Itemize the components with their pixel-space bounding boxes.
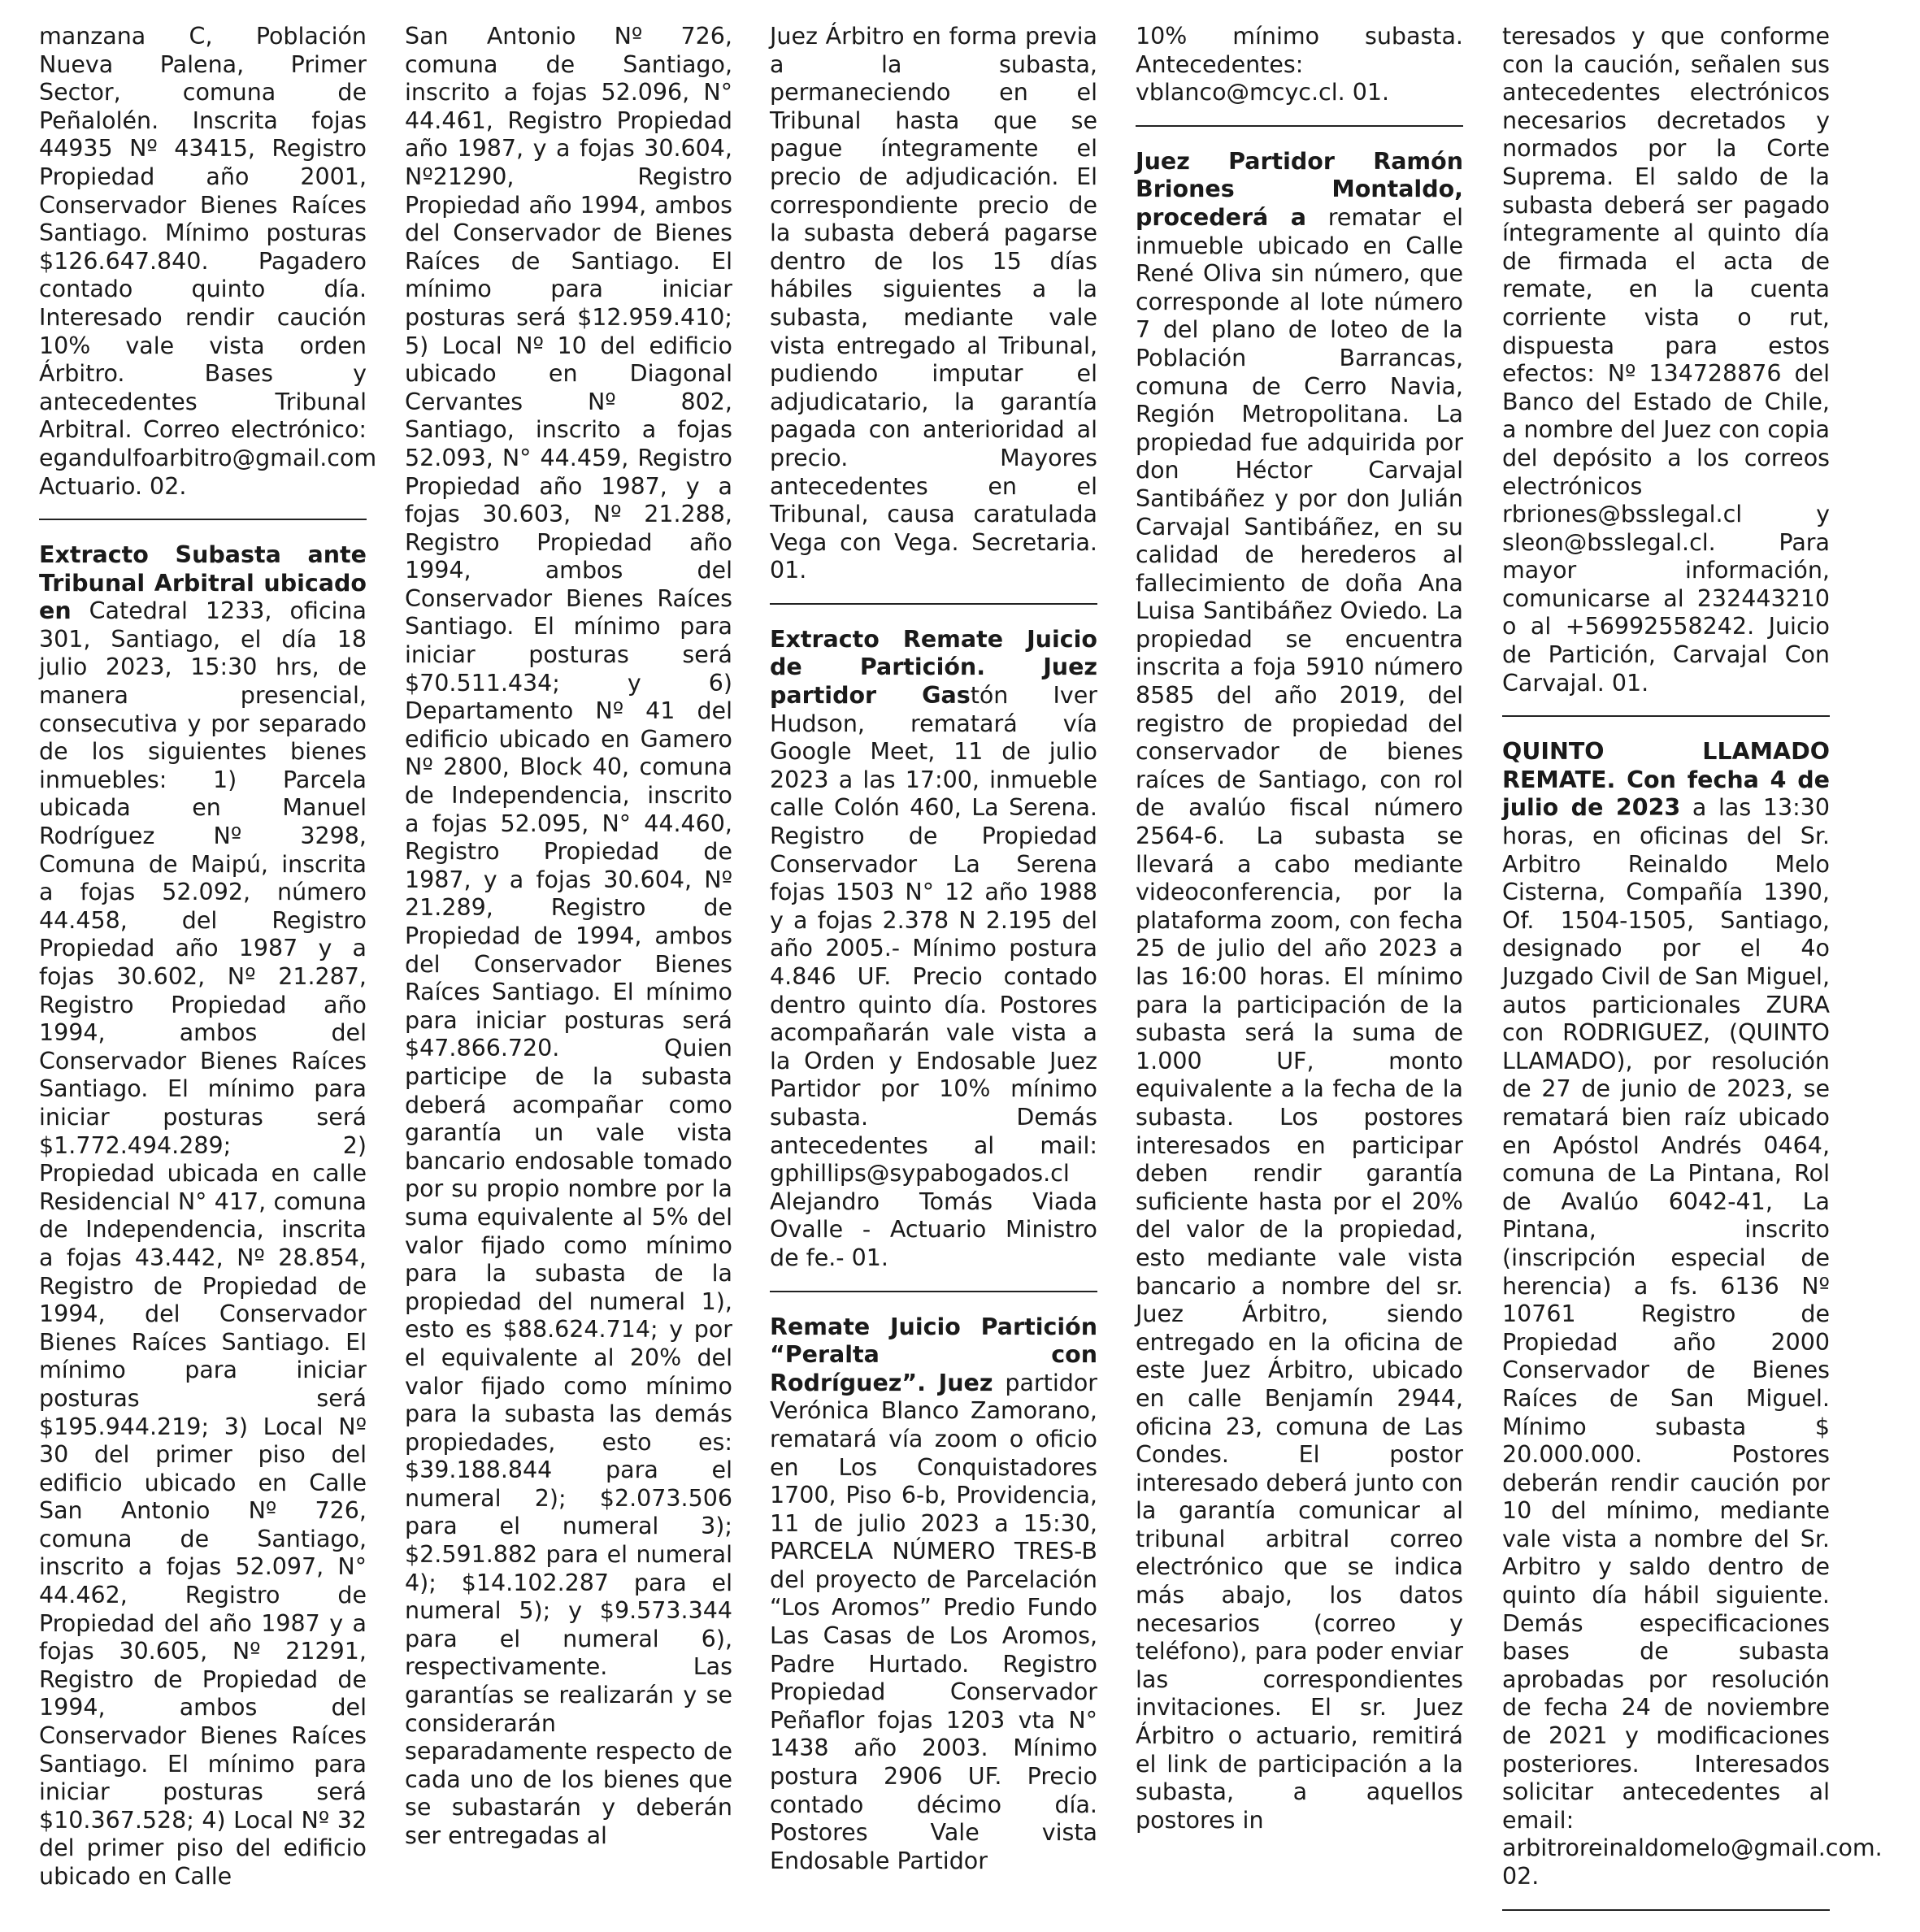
notice-body: manzana C, Población Nueva Palena, Primer Sector, comuna de Peñalolén. Inscrita fojas 44935 Nº 43415, Registro Propiedad año 2001, Conservador Bienes Raíces Santiago. Mínimo posturas $126.647.840. Pagadero contado quinto día. Interesado rendir caución 10% vale vista orden Árbitro. Bases y antecedentes Tribunal Arbitral. Correo electrónico: egandulfoarbitro@gmail.com Actuario. 02. — [39, 23, 377, 500]
column-1 — [39, 23, 377, 1891]
notice-6 — [1502, 738, 1883, 1891]
notice-2 — [39, 541, 367, 1891]
notice-2-end — [770, 23, 1097, 585]
notice-divider — [1502, 715, 1830, 717]
notice-body: San Antonio Nº 726, comuna de Santiago, inscrito a fojas 52.096, N° 44.461, Registro Propiedad año 1987, y a fojas 30.604, Nº21290, Registro Propiedad año 1994, ambos del Conservador de Bienes Raíces de Santiago. El mínimo para iniciar posturas será $12.959.410; 5) Local Nº 10 del edificio ubicado en Diagonal Cervantes Nº 802, Santiago, inscrito a fojas 52.093, N° 44.459, Registro Propiedad año 1987, y a fojas 30.603, Nº 21.288, Registro Propiedad año 1994, ambos del Conservador Bienes Raíces Santiago. El mínimo para iniciar posturas será $70.511.434; y 6) Departamento Nº 41 del edificio ubicado en Gamero Nº 2800, Block 40, comuna de Independencia, inscrito a fojas 52.095, N° 44.460, Registro Propiedad de 1987, y a fojas 30.604, Nº 21.289, Registro de Propiedad de 1994, ambos del Conservador Bienes Raíces Santiago. El mínimo para iniciar posturas será $47.866.720. Quien participe de la subasta deberá acompañar como garantía un vale vista bancario endosable tomado por su propio nombre por la suma equivalente al 5% del valor fijado como mínimo para la subasta de la propiedad del numeral 1), esto es $88.624.714; y por el equivalente al 20% del valor fijado como mínimo para la subasta las demás propiedades, esto es: $39.188.844 para el numeral 2); $2.073.506 para el numeral 3); $2.591.882 para el numeral 4); $14.102.287 para el numeral 5); y $9.573.344 para el numeral 6), respectivamente. Las garantías se realizarán y se considerarán separadamente respecto de cada uno de los bienes que se subastarán y deberán ser entregadas al — [405, 23, 732, 1849]
notice-heading: Juez Partidor Ramón Briones Montaldo, procederá a — [1136, 147, 1463, 231]
notice-divider — [1502, 1909, 1830, 1911]
notice-body: 10% mínimo subasta. Antecedentes: vblanco@mcyc.cl. 01. — [1136, 23, 1463, 106]
notice-body: Juez Árbitro en forma previa a la subasta, permaneciendo en el Tribunal hasta que se pague íntegramente el precio de adjudicación. El correspondiente precio de la subasta deberá pagarse dentro de los 15 días hábiles siguientes a la subasta, mediante vale vista entregado al Tribunal, pudiendo imputar el adjudicatario, la garantía pagada con anterioridad al precio. Mayores antecedentes en el Tribunal, causa caratulada Vega con Vega. Secretaria. 01. — [770, 23, 1097, 584]
notice-body: rematar el inmueble ubicado en Calle René Oliva sin número, que corresponde al lote número 7 del plano de loteo de la Población Barrancas, comuna de Cerro Navia, Región Metropolitana. La propiedad fue adquirida por don Héctor Carvajal Santibáñez y por don Julián Carvajal Santibáñez, en su calidad de herederos al fallecimiento de doña Ana Luisa Santibáñez Oviedo. La propiedad se encuentra inscrita a foja 5910 número 8585 del año 2019, del registro de propiedad del conservador de bienes raíces de Santiago, con rol de avalúo fiscal número 2564-6. La subasta se llevará a cabo mediante videoconferencia, por la plataforma zoom, con fecha 25 de julio del año 2023 a las 16:00 horas. El mínimo para la participación de la subasta será la suma de 1.000 UF, monto equivalente a la fecha de la subasta. Los postores interesados en participar deben rendir garantía suficiente hasta por el 20% del valor de la propiedad, esto mediante vale vista bancario a nombre del sr. Juez Árbitro, siendo entregado en la oficina de este Juez Árbitro, ubicado en calle Benjamín 2944, oficina 23, comuna de Las Condes. El postor interesado deberá junto con la garantía comunicar al tribunal arbitral correo electrónico que se indica más abajo, los datos necesarios (correo y teléfono), para poder enviar las correspondientes invitaciones. El sr. Juez Árbitro o actuario, remitirá el link de participación a la subasta, a aquellos postores in — [1136, 203, 1463, 1834]
notice-4 — [770, 1313, 1097, 1876]
notice-body: teresados y que conforme con la caución, señalen sus antecedentes electrónicos necesarios decretados y normados por la Corte Suprema. El saldo de la subasta deberá ser pagado íntegramente al quinto día de firmada el acta de remate, en la cuenta corriente vista o rut, dispuesta para estos efectos: Nº 134728876 del Banco del Estado de Chile, a nombre del Juez con copia del depósito a los correos electrónicos rbriones@bsslegal.cl y sleon@bsslegal.cl. Para mayor información, comunicarse al 232443210 o al +56992558242. Juicio de Partición, Carvajal Con Carvajal. 01. — [1502, 23, 1830, 697]
column-2 — [405, 23, 732, 1851]
column-5 — [1502, 23, 1883, 1932]
notice-heading: Extracto Subasta ante Tribunal Arbitral ubicado en — [39, 541, 367, 625]
notice-body: tón Iver Hudson, rematará vía Google Meet, 11 de julio 2023 a las 17:00, inmueble calle Colón 460, La Serena. Registro de Propiedad Conservador La Serena fojas 1503 N° 12 año 1988 y a fojas 2.378 N 2.195 del año 2005.- Mínimo postura 4.846 UF. Precio contado dentro quinto día. Postores acompañarán vale vista a la Orden y Endosable Juez Partidor por 10% mínimo subasta. Demás antecedentes al mail: gphillips@sypabogados.cl Alejandro Tomás Viada Ovalle - Actuario Ministro de fe.- 01. — [770, 682, 1097, 1271]
notice-2-continuation — [405, 23, 732, 1851]
notice-4-end — [1136, 23, 1463, 107]
notice-divider — [770, 603, 1097, 605]
notice-heading: Extracto Remate Juicio de Partición. Juez partidor Gas — [770, 625, 1097, 710]
notice-heading: QUINTO LLAMADO REMATE. Con fecha 4 de julio de 2023 — [1502, 738, 1830, 822]
notice-divider — [1136, 125, 1463, 127]
column-4 — [1136, 23, 1463, 1834]
column-3 — [770, 23, 1097, 1875]
notice-body: a las 13:30 horas, en oficinas del Sr. Arbitro Reinaldo Melo Cisterna, Compañía 1390, Of. 1504-1505, Santiago, designado por el 4o Juzgado Civil de San Miguel, autos particionales ZURA con RODRIGUEZ, (QUINTO LLAMADO), por resolución de 27 de junio de 2023, se rematará bien raíz ubicado en Apóstol Andrés 0464, comuna de La Pintana, Rol de Avalúo 6042-41, La Pintana, inscrito (inscripción especial de herencia) a fs. 6136 Nº 10761 Registro de Propiedad año 2000 Conservador de Bienes Raíces de San Miguel. Mínimo subasta $ 20.000.000. Postores deberán rendir caución por 10 del mínimo, mediante vale vista a nombre del Sr. Arbitro y saldo dentro de quinto día hábil siguiente. Demás especificaciones bases de subasta aprobadas por resolución de fecha 24 de noviembre de 2021 y modificaciones posteriores. Interesados solicitar antecedentes al email: arbitroreinaldomelo@gmail.com. 02. — [1502, 794, 1883, 1890]
notice-body: partidor Verónica Blanco Zamorano, rematará vía zoom o oficio en Los Conquistadores 1700, Piso 6-b, Providencia, 11 de julio 2023 a 15:30, PARCELA NÚMERO TRES-B del proyecto de Parcelación “Los Aromos” Predio Fundo Las Casas de Los Aromos, Padre Hurtado. Registro Propiedad Conservador Peñaflor fojas 1203 vta N° 1438 año 2003. Mínimo postura 2906 UF. Precio contado décimo día. Postores Vale vista Endosable Partidor — [770, 1369, 1097, 1874]
notice-5-end — [1502, 23, 1830, 697]
notice-3 — [770, 626, 1097, 1273]
notice-body: Catedral 1233, oficina 301, Santiago, el día 18 julio 2023, 15:30 hrs, de manera presencial, consecutiva y por separado de los siguientes bienes inmuebles: 1) Parcela ubicada en Manuel Rodríguez Nº 3298, Comuna de Maipú, inscrita a fojas 52.092, número 44.458, del Registro Propiedad año 1987 y a fojas 30.602, Nº 21.287, Registro Propiedad año 1994, ambos del Conservador Bienes Raíces Santiago. El mínimo para iniciar posturas será $1.772.494.289; 2) Propiedad ubicada en calle Residencial N° 417, comuna de Independencia, inscrita a fojas 43.442, Nº 28.854, Registro de Propiedad de 1994, del Conservador Bienes Raíces Santiago. El mínimo para iniciar posturas será $195.944.219; 3) Local Nº 30 del primer piso del edificio ubicado en Calle San Antonio Nº 726, comuna de Santiago, inscrito a fojas 52.097, N° 44.462, Registro de Propiedad del año 1987 y a fojas 30.605, Nº 21291, Registro de Propiedad de 1994, ambos del Conservador Bienes Raíces Santiago. El mínimo para iniciar posturas será $10.367.528; 4) Local Nº 32 del primer piso del edificio ubicado en Calle — [39, 597, 367, 1890]
notice-1-continuation — [39, 23, 377, 501]
notice-5 — [1136, 148, 1463, 1835]
notice-divider — [770, 1291, 1097, 1292]
notice-heading: Remate Juicio Partición “Peralta con Rodríguez”. Juez — [770, 1313, 1097, 1396]
notice-divider — [39, 519, 367, 520]
